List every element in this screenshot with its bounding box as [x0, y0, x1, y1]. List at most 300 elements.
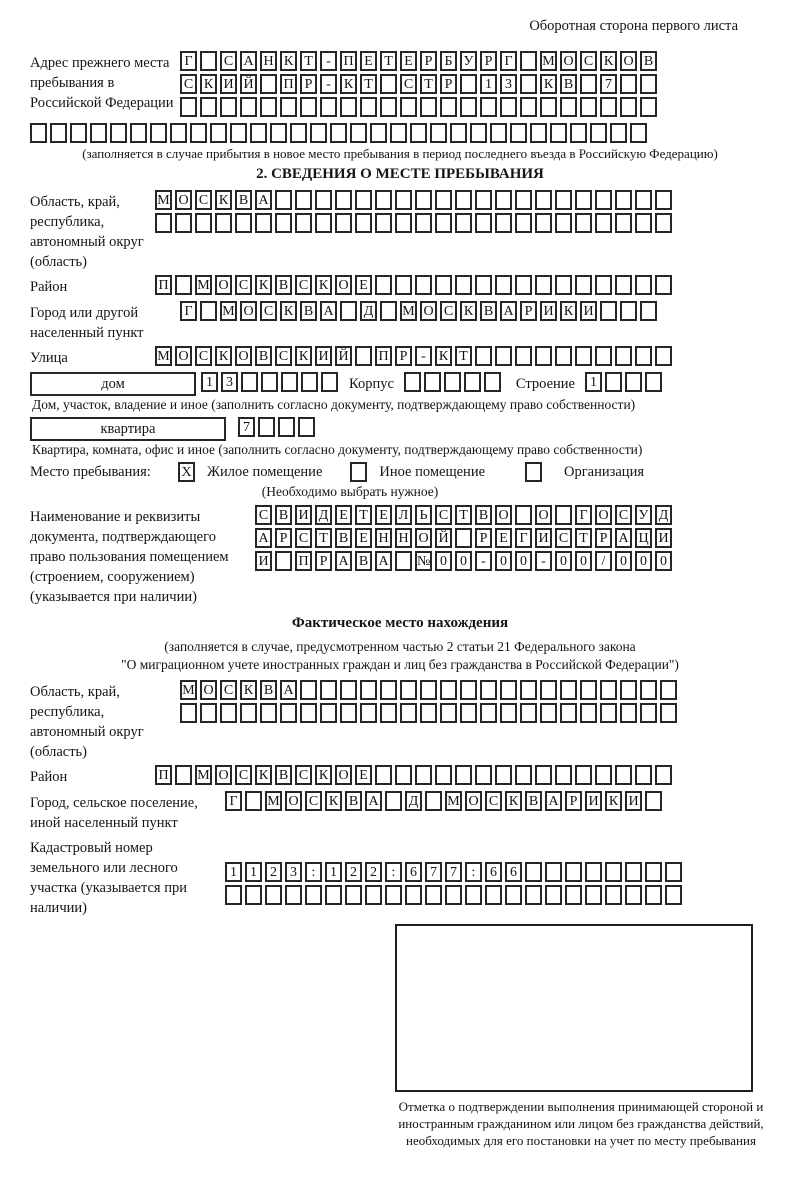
char-box: К [215, 346, 232, 366]
char-box [395, 190, 412, 210]
char-row [180, 51, 660, 71]
char-box [405, 885, 422, 905]
char-box: А [335, 551, 352, 571]
char-box [375, 765, 392, 785]
char-box: И [295, 505, 312, 525]
char-box [635, 213, 652, 233]
char-box: 0 [655, 551, 672, 571]
char-box [515, 765, 532, 785]
char-box [395, 275, 412, 295]
char-box: 7 [445, 862, 462, 882]
checkbox-zhiloe: X [178, 462, 195, 482]
char-box [484, 372, 501, 392]
char-row [155, 765, 675, 785]
char-box [615, 213, 632, 233]
char-box [275, 190, 292, 210]
char-box: И [655, 528, 672, 548]
apartment-note: Квартира, комната, офис и иное (заполнить согласно документу, подтверждающему право собственности) [32, 442, 643, 457]
char-box: В [355, 551, 372, 571]
char-box [600, 97, 617, 117]
char-box: С [435, 505, 452, 525]
char-box: А [255, 528, 272, 548]
char-box [415, 213, 432, 233]
street-field [30, 346, 770, 369]
char-box: С [275, 346, 292, 366]
char-box: В [235, 190, 252, 210]
char-box [280, 97, 297, 117]
char-box [475, 190, 492, 210]
char-box [295, 190, 312, 210]
char-box: 3 [221, 372, 238, 392]
char-box: Й [240, 74, 257, 94]
char-box: М [400, 301, 417, 321]
char-box [645, 791, 662, 811]
stamp-area [395, 924, 767, 1149]
char-box: О [595, 505, 612, 525]
apartment-type-box: квартира [30, 417, 226, 441]
char-box [315, 213, 332, 233]
char-row [225, 791, 665, 811]
char-box [464, 372, 481, 392]
char-box: 3 [285, 862, 302, 882]
actual-region-label: Область, край, республика, автономный округ (область) [30, 684, 144, 760]
char-row [180, 301, 660, 321]
char-box: С [615, 505, 632, 525]
char-box [380, 97, 397, 117]
char-box: И [580, 301, 597, 321]
stamp-caption: Отметка о подтверждении выполнения принимающей стороной и иностранным гражданином или лицом без гражданства действий, необходимых для его постановки на учет по месту пребывания [398, 1099, 764, 1148]
char-box [555, 275, 572, 295]
char-box: А [320, 301, 337, 321]
char-box: Т [455, 346, 472, 366]
char-box [515, 213, 532, 233]
char-box: П [155, 765, 172, 785]
document-field [30, 505, 770, 607]
char-box [50, 123, 67, 143]
char-box: 0 [435, 551, 452, 571]
char-box [200, 703, 217, 723]
district-field [30, 275, 770, 298]
district-label: Район [30, 279, 68, 295]
char-box: С [555, 528, 572, 548]
char-box [375, 190, 392, 210]
char-box [360, 680, 377, 700]
char-box [615, 275, 632, 295]
char-box [565, 885, 582, 905]
char-box: В [300, 301, 317, 321]
char-box: А [255, 190, 272, 210]
char-box: А [365, 791, 382, 811]
char-box [220, 703, 237, 723]
char-box [580, 703, 597, 723]
char-box [620, 703, 637, 723]
char-box: И [540, 301, 557, 321]
char-box [620, 97, 637, 117]
char-box [260, 703, 277, 723]
char-box [555, 213, 572, 233]
char-box [525, 862, 542, 882]
char-box: М [155, 346, 172, 366]
char-box [660, 703, 677, 723]
char-box: Р [520, 301, 537, 321]
char-box [370, 123, 387, 143]
char-row [155, 275, 675, 295]
char-box [455, 213, 472, 233]
char-box [155, 213, 172, 233]
char-box [245, 791, 262, 811]
char-row [255, 505, 675, 525]
char-box [265, 885, 282, 905]
char-box [495, 275, 512, 295]
char-box [380, 301, 397, 321]
char-box: С [295, 528, 312, 548]
char-box: Н [260, 51, 277, 71]
char-box [440, 97, 457, 117]
char-box [310, 123, 327, 143]
char-box: У [635, 505, 652, 525]
char-box [600, 703, 617, 723]
cadastral-field [30, 836, 770, 918]
char-box [90, 123, 107, 143]
char-box: № [415, 551, 432, 571]
char-box: Р [565, 791, 582, 811]
char-box: 2 [345, 862, 362, 882]
char-box [150, 123, 167, 143]
char-box: Н [375, 528, 392, 548]
char-box [485, 885, 502, 905]
char-box [520, 97, 537, 117]
char-box [645, 372, 662, 392]
char-box [590, 123, 607, 143]
char-box [655, 190, 672, 210]
char-box: О [335, 765, 352, 785]
char-box [400, 703, 417, 723]
char-box [620, 680, 637, 700]
stamp-box [395, 924, 753, 1092]
char-box [560, 703, 577, 723]
char-box: С [305, 791, 322, 811]
char-box: 1 [325, 862, 342, 882]
char-box: И [625, 791, 642, 811]
char-box [500, 680, 517, 700]
char-box: Г [180, 301, 197, 321]
char-box [640, 703, 657, 723]
char-box [605, 372, 622, 392]
char-box [495, 346, 512, 366]
char-box [555, 505, 572, 525]
char-box: К [240, 680, 257, 700]
char-box: Е [400, 51, 417, 71]
char-box [595, 346, 612, 366]
char-box [625, 372, 642, 392]
cadastral-label: Кадастровый номер земельного или лесного участка (указывается при наличии) [30, 840, 187, 916]
char-box [545, 885, 562, 905]
char-box: К [605, 791, 622, 811]
char-box [380, 74, 397, 94]
char-box [475, 346, 492, 366]
char-box [655, 213, 672, 233]
char-box: К [215, 190, 232, 210]
char-box [410, 123, 427, 143]
char-box: О [420, 301, 437, 321]
actual-district-label: Район [30, 769, 68, 785]
char-box [320, 703, 337, 723]
char-box [460, 680, 477, 700]
char-box [285, 885, 302, 905]
char-box [300, 97, 317, 117]
char-row [155, 190, 675, 210]
char-box [340, 301, 357, 321]
char-box [190, 123, 207, 143]
char-box [355, 213, 372, 233]
char-box [605, 885, 622, 905]
char-box: 6 [505, 862, 522, 882]
apartment-number-grid [238, 417, 318, 437]
char-box: 0 [515, 551, 532, 571]
char-box: Д [655, 505, 672, 525]
section2-title: 2. СВЕДЕНИЯ О МЕСТЕ ПРЕБЫВАНИЯ [256, 166, 544, 182]
char-box [365, 885, 382, 905]
char-box [540, 680, 557, 700]
char-box [445, 885, 462, 905]
char-box [325, 885, 342, 905]
char-box [460, 703, 477, 723]
char-box: Ц [635, 528, 652, 548]
char-box: К [325, 791, 342, 811]
char-box: : [305, 862, 322, 882]
char-box: 7 [600, 74, 617, 94]
char-box: - [475, 551, 492, 571]
char-box: К [315, 275, 332, 295]
char-box [525, 885, 542, 905]
char-box [355, 190, 372, 210]
char-box: Г [575, 505, 592, 525]
char-box [470, 123, 487, 143]
char-box [195, 213, 212, 233]
char-box [258, 417, 275, 437]
char-box [595, 275, 612, 295]
char-box [180, 703, 197, 723]
char-box: К [295, 346, 312, 366]
actual-district-field [30, 765, 770, 788]
char-box [555, 190, 572, 210]
char-box: 0 [635, 551, 652, 571]
char-box [275, 213, 292, 233]
char-box [595, 213, 612, 233]
previous-address-label: Адрес прежнего места пребывания в Российской Федерации [30, 55, 174, 111]
char-box: С [220, 680, 237, 700]
char-box: Р [595, 528, 612, 548]
stroenie-label: Строение [515, 376, 575, 392]
char-box: М [180, 680, 197, 700]
char-box [645, 862, 662, 882]
char-box: Т [380, 51, 397, 71]
char-box: Е [375, 505, 392, 525]
char-box [480, 97, 497, 117]
char-box [535, 190, 552, 210]
char-box [170, 123, 187, 143]
char-box [355, 346, 372, 366]
char-box: О [215, 275, 232, 295]
char-box: С [180, 74, 197, 94]
char-box: 0 [555, 551, 572, 571]
char-row [225, 885, 685, 905]
char-box: Л [395, 505, 412, 525]
char-box: К [560, 301, 577, 321]
checkbox-organizaciya [525, 462, 542, 482]
char-box [435, 213, 452, 233]
char-box [565, 862, 582, 882]
char-box: Й [335, 346, 352, 366]
char-box [235, 213, 252, 233]
char-box [260, 97, 277, 117]
char-box [655, 275, 672, 295]
char-box: В [275, 505, 292, 525]
char-box: В [480, 301, 497, 321]
actual-city-field [30, 791, 770, 833]
char-box [321, 372, 338, 392]
region-label: Область, край, республика, автономный округ (область) [30, 194, 144, 270]
char-box [300, 680, 317, 700]
char-box: В [275, 275, 292, 295]
char-box [495, 190, 512, 210]
char-box [245, 885, 262, 905]
char-box: Т [455, 505, 472, 525]
char-box [465, 885, 482, 905]
char-box [620, 74, 637, 94]
char-box: Р [275, 528, 292, 548]
char-box: Ь [415, 505, 432, 525]
option-label-organizaciya: Организация [564, 463, 644, 480]
char-box: : [385, 862, 402, 882]
char-box [575, 346, 592, 366]
char-box [510, 123, 527, 143]
char-box [640, 97, 657, 117]
char-box [395, 765, 412, 785]
char-box [315, 190, 332, 210]
char-box [520, 74, 537, 94]
korpus-label: Корпус [349, 376, 394, 392]
char-box [220, 97, 237, 117]
char-box [415, 765, 432, 785]
char-box [520, 680, 537, 700]
char-box: В [335, 528, 352, 548]
char-box: К [540, 74, 557, 94]
document-grid [255, 505, 675, 574]
actual-location-note-1: (заполняется в случае, предусмотренном частью 2 статьи 21 Федерального закона [164, 639, 636, 654]
char-box [520, 703, 537, 723]
char-box: О [285, 791, 302, 811]
char-box [665, 885, 682, 905]
char-box: С [255, 505, 272, 525]
char-box: 0 [615, 551, 632, 571]
char-box [475, 213, 492, 233]
char-box [345, 885, 362, 905]
char-box: П [280, 74, 297, 94]
char-box: О [415, 528, 432, 548]
char-box: П [295, 551, 312, 571]
char-box [225, 885, 242, 905]
char-box: Т [575, 528, 592, 548]
char-box [380, 680, 397, 700]
char-box [320, 97, 337, 117]
char-row [180, 680, 680, 700]
char-box: К [280, 301, 297, 321]
char-box [340, 703, 357, 723]
char-box: Т [420, 74, 437, 94]
char-box: Р [420, 51, 437, 71]
char-box: О [560, 51, 577, 71]
char-box [290, 123, 307, 143]
char-box [580, 74, 597, 94]
char-box [515, 346, 532, 366]
char-box [500, 97, 517, 117]
char-box [30, 123, 47, 143]
actual-region-grid [180, 680, 680, 726]
char-box [295, 213, 312, 233]
char-box: 1 [201, 372, 218, 392]
char-box [435, 190, 452, 210]
char-box [400, 97, 417, 117]
char-box [460, 97, 477, 117]
char-box [455, 765, 472, 785]
char-box [495, 765, 512, 785]
actual-location-title: Фактическое место нахождения [291, 615, 509, 631]
char-box [635, 190, 652, 210]
char-box [575, 765, 592, 785]
char-box [360, 703, 377, 723]
char-box [625, 862, 642, 882]
char-row [225, 862, 685, 882]
char-box: Р [475, 528, 492, 548]
char-box [440, 680, 457, 700]
checkbox-inoe [350, 462, 367, 482]
char-box [420, 680, 437, 700]
apartment-row [30, 417, 770, 441]
char-box: С [580, 51, 597, 71]
char-box [305, 885, 322, 905]
char-box [515, 505, 532, 525]
char-box [480, 680, 497, 700]
char-box [490, 123, 507, 143]
char-box [530, 123, 547, 143]
char-box: П [155, 275, 172, 295]
char-box [335, 213, 352, 233]
char-box: Г [500, 51, 517, 71]
char-box [515, 190, 532, 210]
char-box [620, 301, 637, 321]
char-box [200, 301, 217, 321]
char-box [425, 791, 442, 811]
char-box: Г [515, 528, 532, 548]
char-box [475, 275, 492, 295]
char-box: В [260, 680, 277, 700]
char-box [455, 275, 472, 295]
char-box: К [340, 74, 357, 94]
char-box [270, 123, 287, 143]
char-box: Б [440, 51, 457, 71]
char-box [460, 74, 477, 94]
char-box: М [265, 791, 282, 811]
char-box [301, 372, 318, 392]
char-box [575, 213, 592, 233]
char-box: - [320, 74, 337, 94]
char-box: К [505, 791, 522, 811]
char-box: Р [440, 74, 457, 94]
option-label-inoe: Иное помещение [379, 463, 486, 480]
char-box: 6 [405, 862, 422, 882]
char-box: К [200, 74, 217, 94]
